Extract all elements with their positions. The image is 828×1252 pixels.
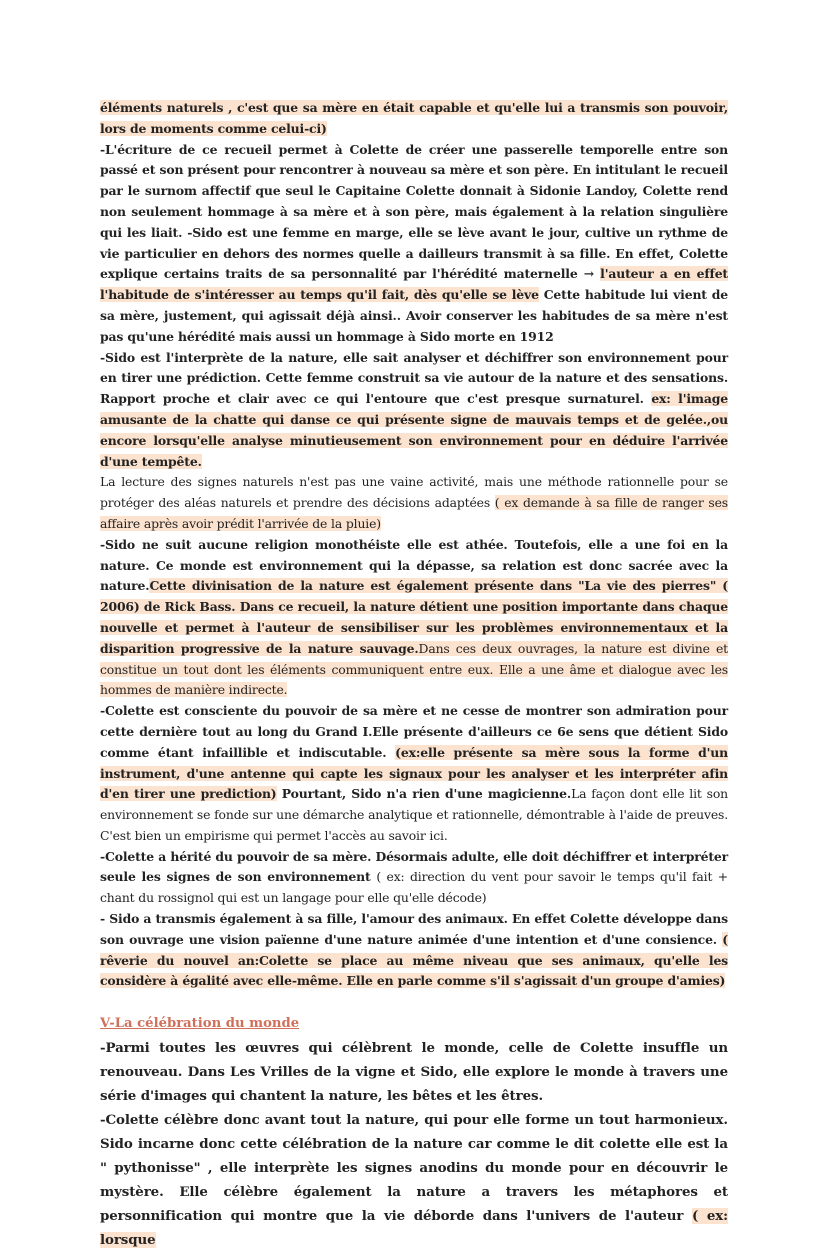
highlighted-text: ( ex demande à sa fille de ranger ses affaire après avoir prédit l'arrivée de la pluie) (100, 495, 728, 531)
body-text (100, 98, 728, 992)
section-text (100, 1036, 728, 1252)
highlighted-text: (ex:elle présente sa mère sous la forme d'un instrument, d'une antenne qui capte les signaux pour les analyser et les interpréter afin d'en tirer une prediction) (100, 744, 728, 802)
highlighted-text: Dans ces deux ouvrages, la nature est divine et constitue un tout dont les éléments communiquent entre eux. Elle a une âme et dialogue avec les hommes de manière indirecte. (100, 640, 728, 698)
text-run: -Sido est l'interprète de la nature, elle sait analyser et déchiffrer son environnement pour en tirer une prédiction. Cette femme construit sa vie autour de la nature et des sensations. Rapport proche et clair avec ce qui l'entoure que c'est presque surnaturel. (100, 349, 728, 407)
paragraph (100, 847, 728, 909)
text-run: Cette habitude lui vient de sa mère, justement, qui agissait déjà ainsi.. Avoir conserver les habitudes de sa mère n'est pas qu'une hérédité mais aussi un hommage à Sido morte en 1912 (100, 287, 728, 344)
paragraph (100, 348, 728, 473)
text-run: -Sido ne suit aucune religion monothéiste elle est athée. Toutefois, elle a une foi en la nature. Ce monde est environnement qui la dépasse, sa relation est donc sacrée avec la nature. (100, 536, 728, 594)
document-page (100, 98, 728, 1252)
text-run: -Colette a hérité du pouvoir de sa mère. Désormais adulte, elle doit déchiffrer et interpréter seule les signes de son environnement (100, 848, 728, 885)
paragraph (100, 909, 728, 992)
text-run: Pourtant, Sido n'a rien d'une magicienne. (276, 786, 572, 802)
text-run: - Sido a transmis également à sa fille, l'amour des animaux. En effet Colette développe dans son ouvrage une vision païenne d'une nature animée d'une intention et d'une consience. (100, 911, 728, 947)
paragraph (100, 1036, 728, 1108)
paragraph (100, 701, 728, 847)
paragraph (100, 98, 728, 140)
paragraph (100, 140, 728, 348)
paragraph (100, 1108, 728, 1252)
highlighted-text: l'auteur a en effet l'habitude de s'intéresser au temps qu'il fait, dès qu'elle se lève (100, 266, 729, 303)
text-run: La façon dont elle lit son environnement se fonde sur une démarche analytique et rationnelle, démontrable à l'aide de preuves. C'est bien un empirisme qui permet l'accès au savoir ici. (100, 786, 728, 843)
highlighted-text: éléments naturels , c'est que sa mère en était capable et qu'elle lui a transmis son pouvoir, lors de moments comme celui-ci) (100, 100, 728, 136)
highlighted-text: ex: l'image amusante de la chatte qui danse ce qui présente signe de mauvais temps et de gelée.,ou encore lorsqu'elle analyse minutieusement son environnement pour en déduire l'arrivée d'une tempête. (100, 391, 728, 469)
highlighted-text: ( rêverie du nouvel an:Colette se place au même niveau que ses animaux, qu'elle les considère à égalité avec elle-même. Elle en parle comme s'il s'agissait d'un groupe d'amies) (100, 931, 728, 989)
text-run: -Colette est consciente du pouvoir de sa mère et ne cesse de montrer son admiration pour cette dernière tout au long du Grand I.Elle présente d'ailleurs ce 6e sens que détient Sido comme étant infaillible et indiscutable. (100, 703, 728, 760)
section-title: V-La célébration du monde (100, 1016, 300, 1032)
text-run: -L'écriture de ce recueil permet à Colette de créer une passerelle temporelle entre son passé et son présent pour rencontrer à nouveau sa mère et son père. En intitulant le recueil par le surnom affectif que seul le Capitaine Colette donnait à Sidonie Landoy, Colette rend non seulement hommage à sa mère et à son père, mais également à la relation singulière qui les liait. -Sido est une femme en marge, elle se lève avant le jour, cultive un rythme de vie particulier en dehors des normes quelle a dailleurs transmit à sa fille. En effet, Colette explique certains traits de sa personnalité par l'hérédité maternelle → (100, 141, 728, 282)
highlighted-text: Cette divinisation de la nature est également présente dans "La vie des pierres" ( 2006) de Rick Bass. Dans ce recueil, la nature détient une position importante dans chaque nouvelle et permet à l'auteur de sensibiliser sur les problèmes environnementaux et la disparition progressive de la nature sauvage. (100, 578, 728, 656)
text-run: ( ex: direction du vent pour savoir le temps qu'il fait + chant du rossignol qui est un langage pour elle qu'elle décode) (100, 869, 728, 906)
paragraph (100, 472, 728, 534)
highlighted-text: ( ex: lorsque (100, 1208, 728, 1249)
paragraph (100, 535, 728, 701)
text-run: -Parmi toutes les œuvres qui célèbrent le monde, celle de Colette insuffle un renouveau. Dans Les Vrilles de la vigne et Sido, elle explore le monde à travers une série d'images qui chantent la nature, les bêtes et les êtres. (100, 1040, 728, 1105)
text-run: -Colette célèbre donc avant tout la nature, qui pour elle forme un tout harmonieux. Sido incarne donc cette célébration de la nature car comme le dit colette elle est la " pythonisse" , elle interprète les signes anodins du monde pour en découvrir le mystère. Elle célèbre également la nature a travers les métaphores et personnification qui montre que la vie déborde dans l'univers de l'auteur (100, 1112, 728, 1225)
text-run: La lecture des signes naturels n'est pas une vaine activité, mais une méthode rationnelle pour se protéger des aléas naturels et prendre des décisions adaptées (100, 474, 728, 511)
